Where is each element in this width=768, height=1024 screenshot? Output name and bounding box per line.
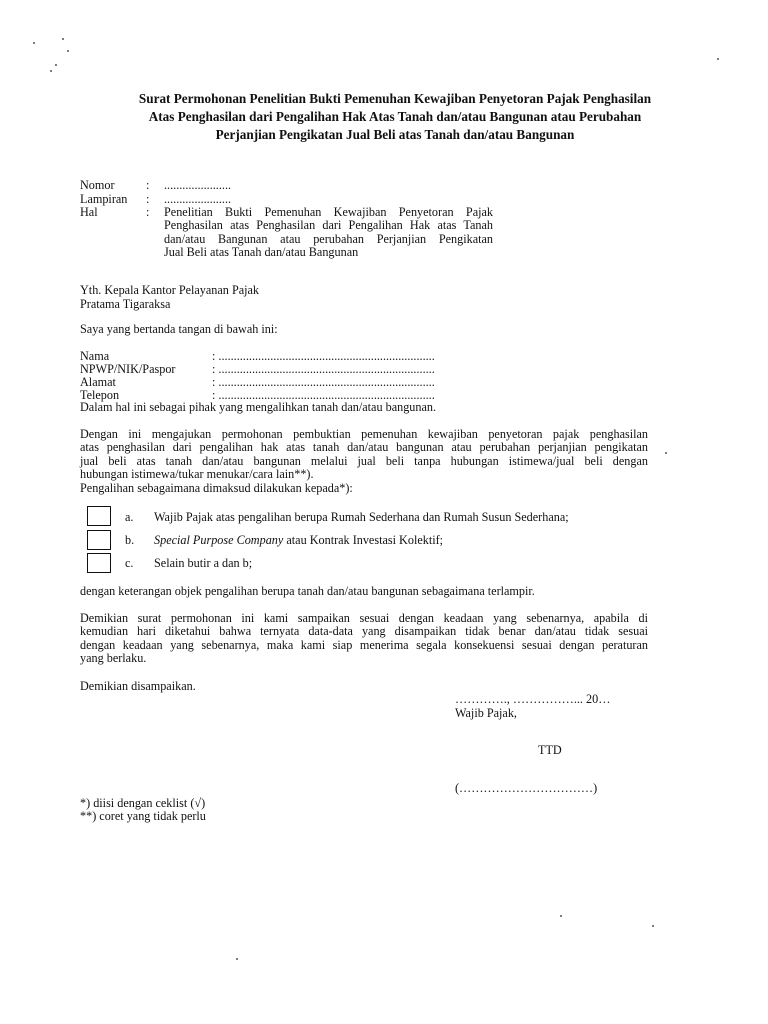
- option-b-checkbox[interactable]: [87, 530, 111, 550]
- identity-label-npwp: NPWP/NIK/Paspor: [80, 362, 176, 376]
- field-value-nomor: ......................: [164, 178, 232, 192]
- option-c-text: Selain butir a dan b;: [154, 556, 253, 570]
- scan-speck: [717, 58, 719, 60]
- field-value-lampiran: ......................: [164, 192, 232, 206]
- signature-place-date: …………., ……………... 20…: [455, 692, 611, 706]
- paragraph-line: kemudian hari diketahui bahwa ternyata data-data yang disampaikan tidak benar dan/atau tidak sesuai: [80, 624, 648, 639]
- scan-speck: [62, 38, 64, 40]
- recipient-line-1: Yth. Kepala Kantor Pelayanan Pajak: [80, 283, 260, 297]
- option-c-letter: c.: [125, 556, 134, 570]
- identity-value-npwp: : .......................................................................: [212, 362, 435, 376]
- object-statement: dengan keterangan objek pengalihan berupa tanah dan/atau bangunan sebagaimana terlampir.: [80, 584, 535, 598]
- paragraph-line: dengan keadaan yang sebenarnya, maka kami siap menerima segala konsekuensi sesuai dengan peraturan: [80, 637, 648, 652]
- option-b-letter: b.: [125, 533, 135, 547]
- identity-label-nama: Nama: [80, 349, 110, 363]
- identity-value-nama: : .......................................................................: [212, 349, 435, 363]
- paragraph-line: jual beli atas tanah dan/atau bangunan melalui jual beli tanpa hubungan istimewa/jual beli dengan: [80, 453, 648, 468]
- title-line-1: Surat Permohonan Penelitian Bukti Pemenuhan Kewajiban Penyetoran Pajak Penghasilan: [138, 91, 652, 106]
- option-a-letter: a.: [125, 510, 134, 524]
- field-separator: :: [146, 192, 150, 206]
- paragraph-line: hubungan istimewa/tukar menukar/cara lain**).: [80, 467, 314, 482]
- footnote-strike: **) coret yang tidak perlu: [80, 809, 206, 823]
- scan-speck: [236, 958, 238, 960]
- field-separator: :: [146, 178, 150, 192]
- closing-text: Demikian disampaikan.: [80, 679, 196, 693]
- field-label-nomor: Nomor: [80, 178, 115, 192]
- intro-text: Saya yang bertanda tangan di bawah ini:: [80, 322, 278, 336]
- closing-paragraph: [80, 612, 648, 666]
- hal-line: dan/atau Bangunan atau perubahan Perjanjian Pengikatan: [164, 231, 493, 246]
- scan-speck: [67, 50, 69, 52]
- option-b-text: [154, 534, 443, 547]
- signature-name-line: (……………………………): [455, 781, 598, 795]
- signature-ttd: TTD: [538, 743, 562, 757]
- scan-speck: [560, 915, 562, 917]
- field-label-lampiran: Lampiran: [80, 192, 128, 206]
- hal-line: Jual Beli atas Tanah dan/atau Bangunan: [164, 245, 359, 260]
- footnote-checklist: *) diisi dengan ceklist (√): [80, 796, 206, 810]
- paragraph-line: atas penghasilan dari pengalihan hak atas tanah dan/atau bangunan atau perubahan perjanjian pengikatan: [80, 440, 648, 455]
- identity-label-telepon: Telepon: [80, 388, 120, 402]
- title-line-2: Atas Penghasilan dari Pengalihan Hak Atas Tanah dan/atau Bangunan atau Perubahan: [148, 109, 642, 124]
- request-paragraph: [80, 428, 648, 482]
- paragraph-line: Demikian surat permohonan ini kami sampaikan sesuai dengan keadaan yang sebenarnya, apabila di: [80, 611, 648, 625]
- option-a-text: Wajib Pajak atas pengalihan berupa Rumah Sederhana dan Rumah Susun Sederhana;: [154, 510, 569, 524]
- identity-label-alamat: Alamat: [80, 375, 116, 389]
- option-a-checkbox[interactable]: [87, 506, 111, 526]
- paragraph-line: Dengan ini mengajukan permohonan pembuktian pemenuhan kewajiban penyetoran pajak penghasilan: [80, 427, 648, 441]
- option-b-italic-text: Special Purpose Company: [154, 533, 284, 547]
- field-value-hal: [164, 206, 493, 260]
- scan-speck: [55, 64, 57, 66]
- hal-line: Penelitian Bukti Pemenuhan Kewajiban Penyetoran Pajak: [164, 205, 493, 219]
- party-statement: Dalam hal ini sebagai pihak yang mengalihkan tanah dan/atau bangunan.: [80, 400, 437, 414]
- paragraph-line: yang berlaku.: [80, 651, 147, 666]
- option-b-rest-text: atau Kontrak Investasi Kolektif;: [283, 533, 444, 547]
- option-c-checkbox[interactable]: [87, 553, 111, 573]
- identity-value-telepon: : .......................................................................: [212, 388, 435, 402]
- scan-speck: [33, 42, 35, 44]
- transfer-intro: Pengalihan sebagaimana dimaksud dilakukan kepada*):: [80, 481, 353, 495]
- scan-speck: [50, 70, 52, 72]
- identity-value-alamat: : .......................................................................: [212, 375, 435, 389]
- hal-line: Penghasilan atas Penghasilan dari Pengalihan Hak atas Tanah: [164, 218, 493, 233]
- recipient-line-2: Pratama Tigaraksa: [80, 297, 171, 311]
- signature-role: Wajib Pajak,: [455, 706, 517, 720]
- document-title: [70, 90, 720, 144]
- title-line-3: Perjanjian Pengikatan Jual Beli atas Tanah dan/atau Bangunan: [215, 127, 575, 142]
- field-separator: :: [146, 205, 150, 219]
- scan-speck: [652, 925, 654, 927]
- field-label-hal: Hal: [80, 205, 98, 219]
- scan-speck: [665, 452, 667, 454]
